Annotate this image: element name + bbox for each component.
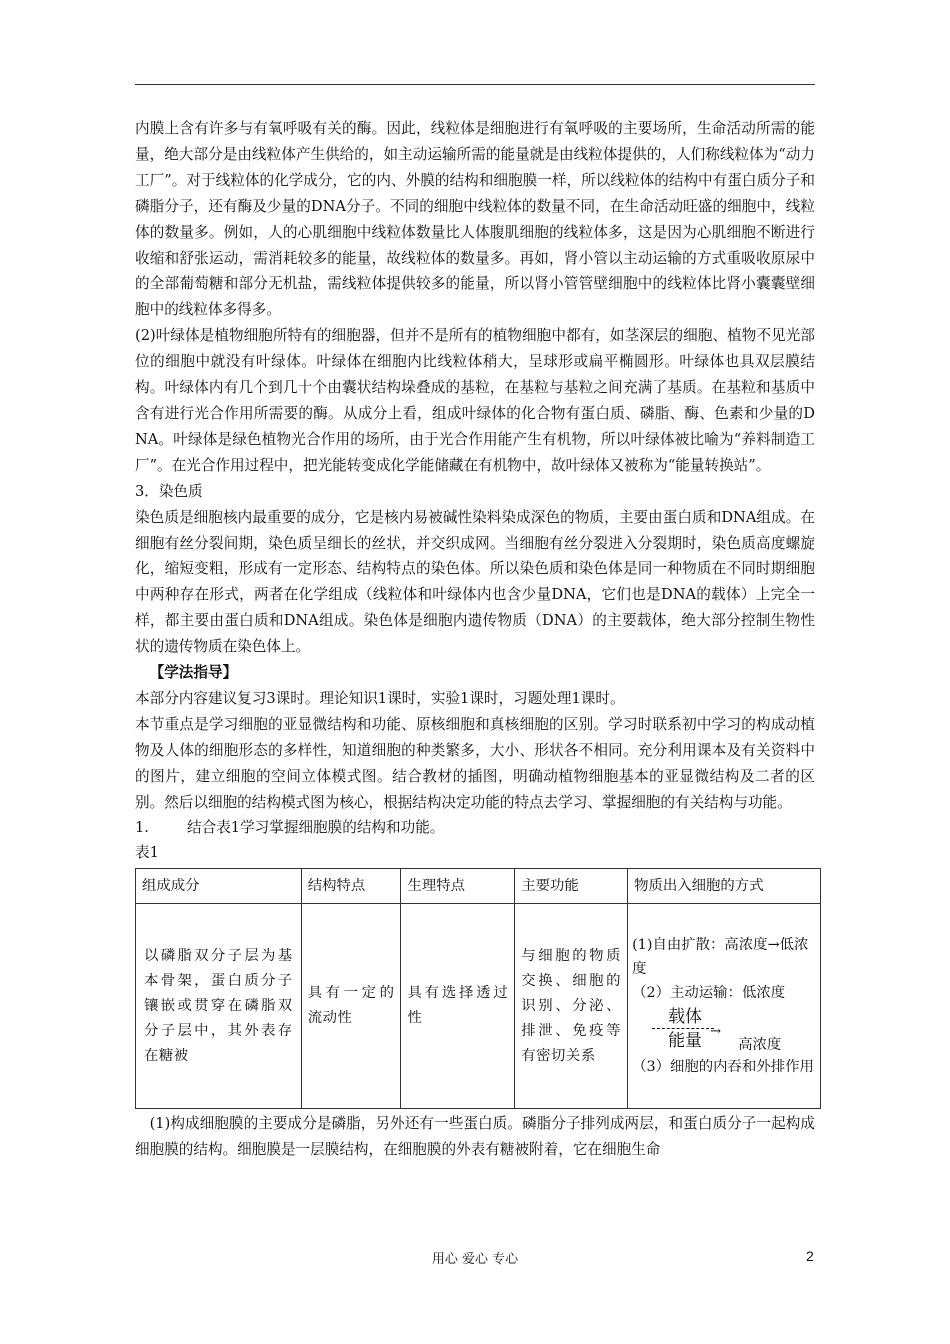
transport-carrier-formula — [652, 1007, 816, 1053]
carrier-label: 载体 — [668, 1007, 703, 1028]
energy-label: 能量 — [668, 1031, 703, 1052]
cell-composition: 以磷脂双分子层为基本骨架，蛋白质分子镶嵌或贯穿在磷脂双分子层中，其外表存在糖被 — [136, 904, 302, 1109]
page-body — [135, 116, 815, 1163]
item-1-number: 1. — [135, 819, 149, 837]
transport-line-2: （2）主动运输：低浓度 — [632, 985, 786, 1002]
paragraph-focus: 本节重点是学习细胞的亚显微结构和功能、原核细胞和真核细胞的区别。学习时联系初中学习的构成动植物及人体的细胞形态的多样性，知道细胞的种类繁多，大小、形状各不相同。充分利用课本及有关资料中的图片，建立细胞的空间立体模式图。结合教材的插图，明确动植物细胞基本的亚显微结构及二者的区别。然后以细胞的结构模式图为核心，根据结构决定功能的特点去学习、掌握细胞的有关结构与功能。 — [135, 715, 815, 811]
paragraph-chromatin: 染色质是细胞核内最重要的成分，它是核内易被碱性染料染成深色的物质，主要由蛋白质和DNA组成。在细胞有丝分裂间期，染色质呈细长的丝状，并交织成网。当细胞有丝分裂进入分裂期时，染色质高度螺旋化，缩短变粗，形成有一定形态、结构特点的染色体。所以染色质和染色体是同一种物质在不同时期细胞中两种存在形式，两者在化学组成（线粒体和叶绿体内也含少量DNA，它们也是DNA的载体）上完全一样，都主要由蛋白质和DNA组成。染色体是细胞内遗传物质（DNA）的主要载体，绝大部分控制生物性状的遗传物质在染色体上。 — [135, 508, 815, 656]
table-caption: 表1 — [135, 844, 159, 862]
item-1 — [135, 815, 815, 841]
cell-structure: 具有一定的流动性 — [301, 904, 401, 1109]
footer-motto: 用心 爱心 专心 — [431, 1252, 519, 1267]
arrow-icon: → — [710, 1024, 721, 1040]
header-function: 主要功能 — [515, 869, 628, 904]
transport-high: 高浓度 — [738, 1037, 782, 1054]
cell-physiology: 具有选择透过性 — [401, 904, 515, 1109]
table-header-row — [136, 869, 821, 904]
header-rule — [135, 84, 815, 85]
paragraph-membrane: (1)构成细胞膜的主要成分是磷脂，另外还有一些蛋白质。磷脂分子排列成两层，和蛋白质分子一起构成细胞膜的结构。细胞膜是一层膜结构，在细胞膜的外表有糖被附着，它在细胞生命 — [135, 1115, 815, 1159]
carrier-fraction — [652, 1007, 734, 1051]
header-structure: 结构特点 — [301, 869, 401, 904]
heading-chromatin: 3．染色质 — [135, 482, 203, 500]
transport-line-1: (1)自由扩散：高浓度→低浓度 — [632, 937, 809, 978]
section-heading: 【学法指导】 — [149, 664, 238, 682]
page-number: 2 — [806, 1248, 814, 1264]
membrane-table — [135, 868, 821, 1109]
table-row — [136, 904, 821, 1109]
cell-transport — [628, 904, 821, 1109]
transport-line-3: （3）细胞的内吞和外排作用 — [632, 1059, 814, 1076]
header-composition: 组成成分 — [136, 869, 302, 904]
paragraph-chloroplast: (2)叶绿体是植物细胞所特有的细胞器，但并不是所有的植物细胞中都有，如茎深层的细胞、植物不见光部位的细胞中就没有叶绿体。叶绿体在细胞内比线粒体稍大，呈球形或扁平椭圆形。叶绿体也具双层膜结构。叶绿体内有几个到几十个由囊状结构垛叠成的基粒，在基粒与基粒之间充满了基质。在基粒和基质中含有进行光合作用所需要的酶。从成分上看，组成叶绿体的化合物有蛋白质、磷脂、酶、色素和少量的DNA。叶绿体是绿色植物光合作用的场所，由于光合作用能产生有机物，所以叶绿体被比喻为“养料制造工厂”。在光合作用过程中，把光能转变成化学能储藏在有机物中，故叶绿体又被称为“能量转换站”。 — [135, 327, 815, 474]
cell-function: 与细胞的物质交换、细胞的识别、分泌、排泄、免疫等有密切关系 — [515, 904, 628, 1109]
paragraph-mitochondria: 内膜上含有许多与有氧呼吸有关的酶。因此，线粒体是细胞进行有氧呼吸的主要场所，生命活动所需的能量，绝大部分是由线粒体产生供给的，如主动运输所需的能量就是由线粒体提供的，人们称线粒体为“动力工厂”。对于线粒体的化学成分，它的内、外膜的结构和细胞膜一样，所以线粒体的结构中有蛋白质分子和磷脂分子，还有酶及少量的DNA分子。不同的细胞中线粒体的数量不同，在生命活动旺盛的细胞中，线粒体的数量多。例如，人的心肌细胞中线粒体数量比人体腹肌细胞的线粒体多，这是因为心肌细胞不断进行收缩和舒张运动，需消耗较多的能量，故线粒体的数量多。再如，肾小管以主动运输的方式重吸收原尿中的全部葡萄糖和部分无机盐，需线粒体提供较多的能量，所以肾小管管壁细胞中的线粒体比肾小囊囊壁细胞中的线粒体多得多。 — [135, 120, 815, 319]
header-physiology: 生理特点 — [401, 869, 515, 904]
item-1-text: 结合表1学习掌握细胞膜的结构和功能。 — [187, 819, 445, 837]
paragraph-schedule: 本部分内容建议复习3课时。理论知识1课时，实验1课时，习题处理1课时。 — [135, 689, 625, 707]
header-transport: 物质出入细胞的方式 — [628, 869, 821, 904]
